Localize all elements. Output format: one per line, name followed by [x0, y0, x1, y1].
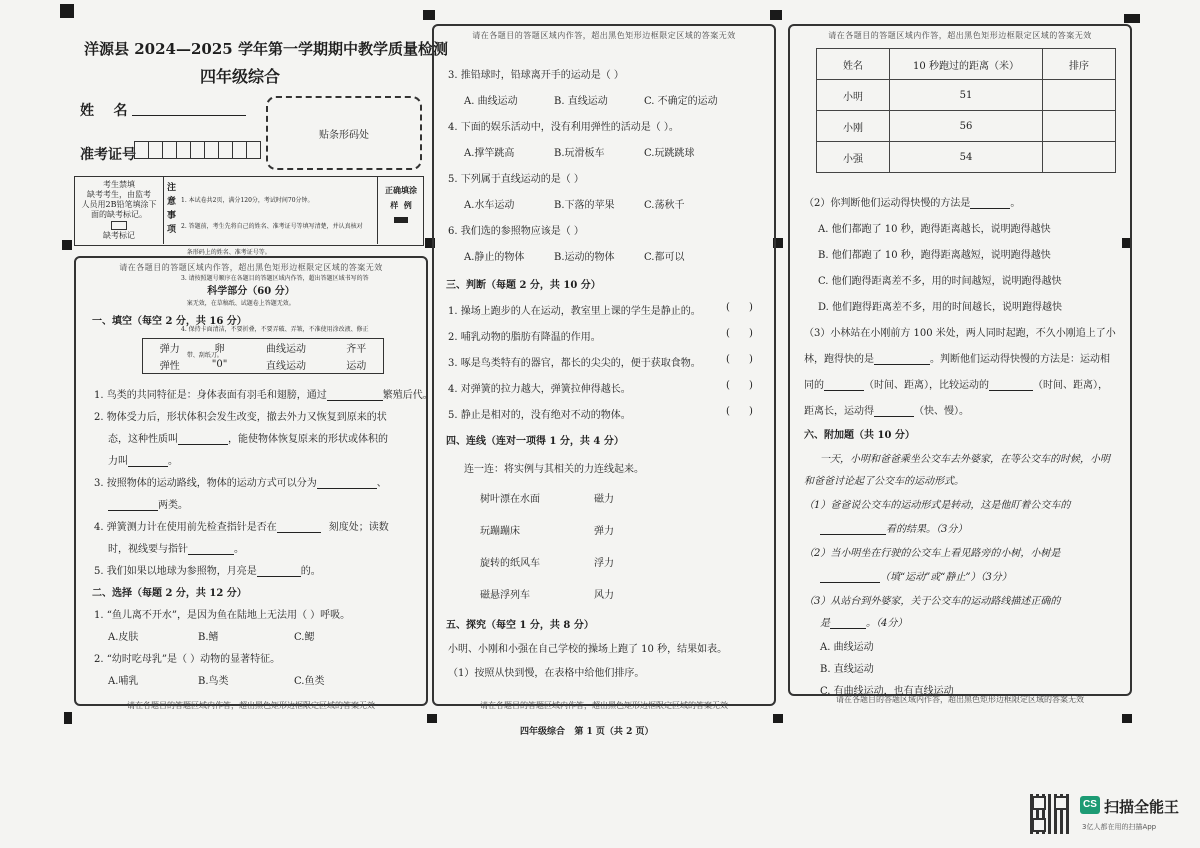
table-header: 10 秒跑过的距离（米）: [890, 49, 1043, 80]
table-cell: 56: [890, 111, 1043, 142]
absent-text: 面的缺考标记。: [91, 210, 147, 219]
notice-line: 1. 本试卷共2页，满分120分，考试时间70分钟。: [181, 197, 314, 205]
question-text: 。判断他们运动得快慢的方法是：运动相: [930, 354, 1110, 365]
question-text: 3. 按照物体的运动路线，物体的运动方式可以分为: [94, 478, 317, 489]
question-text: 态，这种性质叫: [108, 434, 178, 445]
judge-question: 4. 对弹簧的拉力越大，弹簧拉伸得越长。: [448, 384, 631, 395]
question-text: 繁殖后代。: [382, 390, 433, 401]
word-bank-item: "0": [211, 359, 228, 370]
exam-title: 洋源县 2024—2025 学年第一学期期中教学质量检测: [84, 40, 448, 58]
name-label: 姓 名: [80, 103, 128, 119]
fill-question-2-cont: [108, 430, 388, 445]
choice-option: A.水车运动: [464, 200, 515, 211]
word-bank-item: 曲线运动: [266, 344, 306, 355]
choice-question-4: 4. 下面的娱乐活动中，没有利用弹性的活动是（ ）。: [448, 122, 679, 133]
absent-text: 人员用2B铅笔填涂下: [81, 200, 157, 209]
question-text: 同的: [804, 380, 824, 391]
notice-line: 2. 答题前，考生先将自己的姓名、准考证号等填写清楚，并认真核对: [181, 222, 363, 230]
bonus-question-3-cont: [820, 614, 907, 629]
question-text: 。: [1010, 198, 1021, 209]
match-left-item[interactable]: 磁悬浮列车: [480, 590, 530, 601]
match-left-item[interactable]: 玩蹦蹦床: [480, 526, 520, 537]
notice-line: 3. 请按照题号顺序在各题目的答题区域内作答，超出答题区域书写的答: [181, 274, 369, 282]
choice-question-1: 1. “鱼儿离不开水”，是因为鱼在陆地上无法用（ ）呼吸。: [94, 610, 351, 621]
word-bank-item: 齐平: [346, 344, 367, 355]
section-title: 六、附加题（共 10 分）: [804, 430, 915, 441]
table-cell: 小刚: [817, 111, 890, 142]
bonus-question-1: （1）爸爸说公交车的运动形式是转动，这是他盯着公交车的: [804, 500, 1071, 511]
qr-code-icon: [1030, 794, 1070, 834]
answer-blank[interactable]: [128, 466, 168, 467]
answer-blank[interactable]: [830, 628, 866, 629]
judge-answer[interactable]: ( ): [726, 406, 753, 417]
judge-question: 5. 静止是相对的，没有绝对不动的物体。: [448, 410, 631, 421]
answer-blank[interactable]: [970, 208, 1010, 209]
question-text: 5. 我们如果以地球为参照物，月亮是: [94, 566, 257, 577]
word-bank-item: 弹性: [159, 361, 180, 372]
inquiry-question-3-cont: [804, 376, 1108, 391]
table-cell: 小强: [817, 142, 890, 173]
question-text: （填“运动”或“静止”）（3分）: [880, 572, 1012, 583]
word-bank-item: 卵: [214, 344, 225, 355]
table-header: 姓名: [817, 49, 890, 80]
example-label: 样 例: [390, 200, 412, 210]
word-bank: [142, 338, 384, 374]
match-left-item[interactable]: 旋转的纸风车: [480, 558, 540, 569]
answer-blank[interactable]: [257, 576, 301, 577]
notice-line: 条形码上的姓名、准考证号等。: [181, 248, 271, 256]
choice-option: B. 直线运动: [554, 96, 608, 107]
registration-mark: [1124, 14, 1140, 23]
exam-no-cells[interactable]: [134, 141, 260, 159]
notice-line: 带、刮纸刀。: [181, 351, 223, 359]
question-text: （2）你判断他们运动得快慢的方法是: [804, 198, 971, 209]
notice-line: 4. 保持卡面清洁，不要折叠，不要弄破、弄皱，不准使用涂改液、修正: [181, 326, 369, 334]
question-text: 。（4分）: [866, 618, 908, 629]
answer-blank[interactable]: [874, 416, 914, 417]
choice-option: A.皮肤: [108, 632, 139, 643]
answer-blank[interactable]: [874, 364, 930, 365]
absent-text: 缺考考生，由监考: [87, 190, 151, 199]
correct-fill-box: [377, 177, 424, 244]
question-text: ，能使物体恢复原来的形状或体积的: [228, 434, 388, 445]
question-text: 刻度处；读数: [328, 522, 389, 533]
filled-example: [394, 217, 408, 223]
table-row: [817, 142, 1116, 173]
area-notice: 请在各题目的答题区域内作答，超出黑色矩形边框限定区域的答案无效: [472, 31, 736, 40]
bonus-question-2-cont: [820, 568, 1012, 583]
area-notice-bottom: 请在各题目的答题区域内作答，超出黑色矩形边框限定区域的答案无效: [836, 695, 1084, 704]
question-text: 两类。: [158, 500, 188, 511]
registration-mark: [1122, 714, 1132, 723]
fill-question-3-cont: [108, 496, 188, 511]
answer-area-right: [788, 24, 1132, 696]
table-cell: 小明: [817, 80, 890, 111]
table-row: [817, 111, 1116, 142]
judge-answer[interactable]: ( ): [726, 328, 753, 339]
inquiry-question-3-cont: [804, 350, 1110, 365]
section-title: 二、选择（每题 2 分，共 12 分）: [92, 588, 247, 599]
rank-cell[interactable]: [1043, 80, 1116, 111]
area-notice-bottom: 请在各题目的答题区域内作答，超出黑色矩形边框限定区域的答案无效: [127, 701, 375, 710]
choice-option: B.下落的苹果: [554, 200, 615, 211]
question-text: （时间、距离），: [1033, 380, 1108, 391]
choice-option: C.鱼类: [294, 676, 325, 687]
question-text: 4. 弹簧测力计在使用前先检查指针是否在: [94, 522, 277, 533]
scanner-tagline: 3亿人都在用的扫描App: [1082, 823, 1157, 831]
word-bank-item: 运动: [346, 361, 367, 372]
answer-blank[interactable]: [989, 390, 1033, 391]
answer-blank[interactable]: [820, 534, 886, 535]
question-text: 。: [234, 544, 244, 555]
choice-option: C.都可以: [644, 252, 685, 263]
question-text: 1. 鸟类的共同特征是：身体表面有羽毛和翅膀，通过: [94, 390, 327, 401]
choice-option: C. 不确定的运动: [644, 96, 718, 107]
choice-option: C. 有曲线运动，也有直线运动: [820, 686, 954, 697]
registration-mark: [423, 10, 435, 20]
question-text: 力叫: [108, 456, 128, 467]
question-text: （时间、距离），比较运动的: [864, 380, 989, 391]
answer-blank[interactable]: [188, 554, 234, 555]
choice-option: D. 他们跑得距离差不多，用的时间越长，说明跑得越快: [818, 302, 1063, 313]
choice-option: B.运动的物体: [554, 252, 615, 263]
word-bank-item: 直线运动: [266, 361, 306, 372]
registration-mark: [770, 10, 782, 20]
absent-mark-box[interactable]: [111, 221, 127, 230]
answer-blank[interactable]: [108, 510, 158, 511]
choice-option: B.鳍: [198, 632, 219, 643]
fill-question-2: 2. 物体受力后，形状体积会发生改变，撤去外力又恢复到原来的状: [94, 412, 387, 423]
bonus-story: 和爸爸讨论起了公交车的运动形式。: [804, 476, 964, 487]
answer-blank[interactable]: [178, 444, 228, 445]
fill-question-2-end: [108, 452, 178, 467]
fill-question-4: [94, 518, 389, 533]
choice-question-3: 3. 推铅球时，铅球离开手的运动是（ ）: [448, 70, 624, 81]
exam-subject: 四年级综合: [200, 67, 281, 86]
choice-option: C. 他们跑得距离差不多，用的时间越短，说明跑得越快: [818, 276, 1062, 287]
barcode-label: 贴条形码处: [319, 130, 369, 141]
question-text: 林，跑得快的是: [804, 354, 874, 365]
question-text: 看的结果。（3分）: [886, 524, 968, 535]
bonus-question-2: （2）当小明坐在行驶的公交车上看见路旁的小树，小树是: [804, 548, 1061, 559]
judge-answer[interactable]: ( ): [726, 380, 753, 391]
match-right-item[interactable]: 浮力: [594, 558, 614, 569]
judge-question: 1. 操场上跑步的人在运动，教室里上课的学生是静止的。: [448, 306, 701, 317]
registration-mark: [64, 712, 72, 724]
choice-option: C.玩跳跳球: [644, 148, 695, 159]
judge-answer[interactable]: ( ): [726, 354, 753, 365]
question-text: （快、慢）。: [914, 406, 969, 417]
exam-no-label: 准考证号: [80, 147, 136, 163]
choice-option: A. 曲线运动: [820, 642, 874, 653]
registration-mark: [62, 240, 72, 250]
notice-label: 注意事项: [167, 183, 177, 235]
rank-cell[interactable]: [1043, 111, 1116, 142]
inquiry-intro: 小明、小刚和小强在自己学校的操场上跑了 10 秒，结果如表。: [448, 644, 728, 655]
inquiry-question-1: （1）按照从快到慢，在表格中给他们排序。: [448, 668, 645, 679]
area-notice: 请在各题目的答题区域内作答，超出黑色矩形边框限定区域的答案无效: [119, 263, 383, 272]
match-right-item[interactable]: 风力: [594, 590, 614, 601]
choice-option: C.鳃: [294, 632, 315, 643]
rank-cell[interactable]: [1043, 142, 1116, 173]
table-cell: 54: [890, 142, 1043, 173]
registration-mark: [60, 4, 74, 18]
judge-answer[interactable]: ( ): [726, 302, 753, 313]
choice-question-2: 2. “幼时吃母乳”是（ ）动物的显著特征。: [94, 654, 281, 665]
bonus-question-3: （3）从站台到外婆家，关于公交车的运动路线描述正确的: [804, 596, 1061, 607]
section-title: 五、探究（每空 1 分，共 8 分）: [446, 620, 594, 631]
question-text: 距离长，运动得: [804, 406, 874, 417]
choice-question-6: 6. 我们选的参照物应该是（ ）: [448, 226, 584, 237]
answer-blank[interactable]: [327, 400, 383, 401]
fill-question-4-cont: [108, 540, 244, 555]
choice-option: B.鸟类: [198, 676, 229, 687]
barcode-area: [266, 96, 422, 170]
match-right-item[interactable]: 弹力: [594, 526, 614, 537]
section-title: 一、填空（每空 2 分，共 16 分）: [92, 316, 247, 327]
choice-option: A. 曲线运动: [464, 96, 518, 107]
bonus-story: 一天，小明和爸爸乘坐公交车去外婆家，在等公交车的时候，小明: [820, 454, 1110, 465]
registration-mark: [773, 714, 783, 723]
page-footer: 四年级综合 第 1 页（共 2 页）: [520, 727, 654, 737]
absent-title: 考生禁填: [103, 180, 135, 189]
answer-area-science: [74, 256, 433, 706]
choice-option: A. 他们都跑了 10 秒，跑得距离越长，说明跑得越快: [818, 224, 1051, 235]
notice-line: 案无效，在草稿纸、试题卷上答题无效。: [181, 300, 295, 308]
answer-blank[interactable]: [317, 488, 377, 489]
absent-mark-label: 缺考标记: [103, 231, 135, 240]
question-text: 、: [376, 478, 387, 489]
choice-option: B. 他们都跑了 10 秒，跑得距离越短，说明跑得越快: [818, 250, 1051, 261]
scanner-logo-icon: CS: [1080, 796, 1100, 814]
fill-question-5: [94, 562, 321, 577]
results-table: [816, 48, 1116, 173]
answer-blank[interactable]: [824, 390, 864, 391]
correct-fill-label: 正确填涂: [385, 185, 417, 195]
choice-option: B. 直线运动: [820, 664, 874, 675]
word-bank-item: 弹力: [159, 344, 180, 355]
answer-blank[interactable]: [820, 582, 880, 583]
fill-question-3: [94, 474, 387, 489]
registration-mark: [427, 714, 437, 723]
answer-blank[interactable]: [277, 532, 321, 533]
choice-question-5: 5. 下列属于直线运动的是（ ）: [448, 174, 584, 185]
match-right-item[interactable]: 磁力: [594, 494, 614, 505]
judge-question: 3. 啄是鸟类特有的器官，都长的尖尖的，便于获取食物。: [448, 358, 701, 369]
question-text: 是: [820, 618, 830, 629]
table-row: [817, 80, 1116, 111]
choice-option: B.玩滑板车: [554, 148, 605, 159]
match-intro: 连一连：将实例与其相关的力连线起来。: [464, 464, 644, 475]
question-text: 的。: [300, 566, 321, 577]
choice-option: A.哺乳: [108, 676, 139, 687]
bonus-question-1-cont: [820, 520, 967, 535]
inquiry-question-3-end: [804, 402, 969, 417]
section-title: 三、判断（每题 2 分，共 10 分）: [446, 280, 601, 291]
choice-option: A.静止的物体: [464, 252, 525, 263]
question-text: 时，视线要与指针: [108, 544, 188, 555]
fill-question-1: [94, 386, 433, 401]
area-notice-bottom: 请在各题目的答题区域内作答，超出黑色矩形边框限定区域的答案无效: [480, 701, 728, 710]
section-title: 四、连线（连对一项得 1 分，共 4 分）: [446, 436, 624, 447]
inquiry-question-3: （3）小林站在小刚前方 100 米处，两人同时起跑，不久小刚追上了小: [804, 328, 1116, 339]
table-cell: 51: [890, 80, 1043, 111]
match-left-item[interactable]: 树叶漂在水面: [480, 494, 540, 505]
answer-area-middle: [432, 24, 776, 706]
choice-option: C.荡秋千: [644, 200, 685, 211]
inquiry-question-2: [804, 194, 1020, 209]
judge-question: 2. 哺乳动物的脂肪有降温的作用。: [448, 332, 601, 343]
absent-box: [75, 177, 164, 244]
scanner-brand: 扫描全能王: [1104, 798, 1180, 816]
question-text: 。: [168, 456, 178, 467]
name-field[interactable]: [132, 114, 246, 116]
part-title: 科学部分（60 分）: [207, 286, 295, 297]
choice-option: A.撑竿跳高: [464, 148, 515, 159]
area-notice: 请在各题目的答题区域内作答，超出黑色矩形边框限定区域的答案无效: [828, 31, 1092, 40]
table-header: 排序: [1043, 49, 1116, 80]
